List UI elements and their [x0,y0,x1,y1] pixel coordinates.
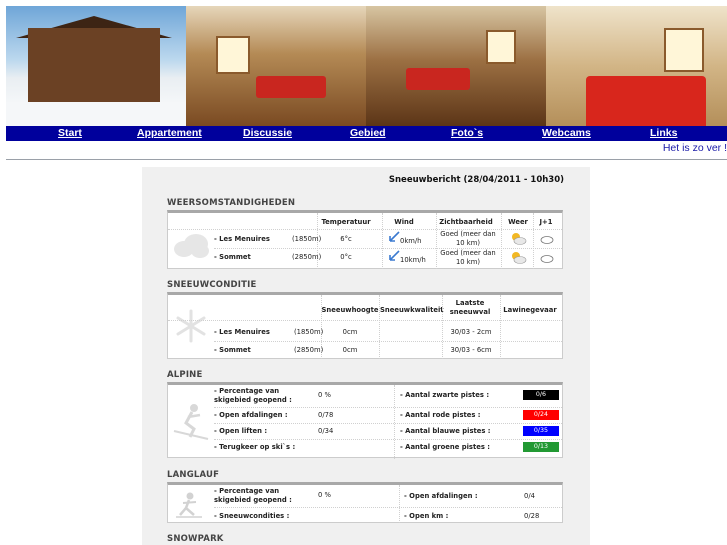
alpine-open-runs-label: - Open afdalingen : [214,411,288,419]
snow-row1-alt: (1850m) [294,328,324,336]
row-line [214,248,562,249]
window-shape [664,28,704,72]
weather-row1-wind: 0km/h [400,237,422,245]
nav-discussie[interactable]: Discussie [243,127,293,139]
nav-appartement[interactable]: Appartement [137,127,202,139]
snowpark-section-title: SNOWPARK [167,534,224,544]
snow-row2-last: 30/03 - 6cm [450,346,492,354]
alpine-red-badge: 0/24 [523,410,559,420]
nav-start[interactable]: Start [58,127,82,139]
living-room-photo [186,6,366,126]
window-shape [486,30,516,64]
alpine-open-percentage-value: 0 % [318,391,331,399]
alpine-red-label: - Aantal rode pistes : [400,411,481,419]
alpine-open-lifts-value: 0/34 [318,427,334,435]
cross-country-skier-icon [174,491,204,519]
bed-shape [586,76,706,126]
weather-row2-alt: (2850m) [292,253,322,261]
wind-arrow-icon [388,231,400,243]
weather-row1-alt: (1850m) [292,235,322,243]
header-line [168,320,562,321]
nav-links[interactable]: Links [650,127,678,139]
report-title: Sneeuwbericht (28/04/2011 - 10h30) [388,175,564,185]
skier-icon [172,401,210,441]
langlauf-table [167,482,563,523]
chalet-building [28,28,160,106]
langlauf-open-km-label: - Open km : [404,512,449,520]
col-divider [394,385,395,459]
alpine-ski-return-label: - Terugkeer op ski`s : [214,443,296,451]
langlauf-open-percentage-value: 0 % [318,491,331,499]
alpine-section-title: ALPINE [167,370,203,380]
nav-gebied[interactable]: Gebied [350,127,386,139]
row-line [214,407,562,408]
row-line [214,439,562,440]
header-avalanche: Lawinegevaar [503,306,557,314]
alpine-open-percentage-label: - Percentage van skigebied geopend : [214,387,292,404]
header-forecast: J+1 [539,218,553,226]
weather-row1-visibility: Goed (meer dan 10 km) [440,230,496,247]
snow-row2-name: - Sommet [214,346,251,354]
weather-row1-name: - Les Menuires [214,235,270,243]
weather-row2-temp: 0°c [340,253,352,261]
sofa-shape [406,68,470,90]
window-shape [216,36,250,74]
alpine-blue-badge: 0/35 [523,426,559,436]
header-visibility: Zichtbaarheid [439,218,493,226]
snow-report-panel [142,167,590,545]
sun-cloud-icon [509,250,527,264]
alpine-black-badge: 0/6 [523,390,559,400]
langlauf-snow-conditions-label: - Sneeuwcondities : [214,512,290,520]
snow-table [167,292,563,359]
snowflake-icon [174,309,208,343]
header-snow-height: Sneeuwhoogte [321,306,379,314]
weather-section-title: WEERSOMSTANDIGHEDEN [167,198,296,208]
alpine-black-label: - Aantal zwarte pistes : [400,391,490,399]
alpine-green-badge: 0/13 [523,442,559,452]
weather-row2-wind: 10km/h [400,256,426,264]
header-line [168,229,562,230]
col-divider [379,295,380,359]
snow-row2-alt: (2850m) [294,346,324,354]
divider [6,159,727,160]
weather-row2-name: - Sommet [214,253,251,261]
col-divider [501,213,502,269]
snow-section-title: SNEEUWCONDITIE [167,280,257,290]
alpine-green-label: - Aantal groene pistes : [400,443,490,451]
col-divider [500,295,501,359]
header-weather: Weer [508,218,528,226]
alpine-open-runs-value: 0/78 [318,411,334,419]
langlauf-open-runs-label: - Open afdalingen : [404,492,478,500]
lounge-photo [366,6,546,126]
wind-arrow-icon [388,250,400,262]
cloud-forecast-icon [540,234,554,244]
col-divider [399,485,400,523]
langlauf-open-percentage-label: - Percentage van skigebied geopend : [214,487,292,504]
row-line [214,341,562,342]
sofa-shape [256,76,326,98]
alpine-blue-label: - Aantal blauwe pistes : [400,427,491,435]
langlauf-section-title: LANGLAUF [167,470,220,480]
weather-row1-temp: 6°c [340,235,352,243]
snow-ground [6,102,186,126]
col-divider [533,213,534,269]
cloud-forecast-icon [540,253,554,263]
header-banner [6,6,727,126]
main-nav [6,126,727,141]
langlauf-open-runs-value: 0/4 [524,492,535,500]
alpine-open-lifts-label: - Open liften : [214,427,268,435]
nav-webcams[interactable]: Webcams [542,127,591,139]
snow-row1-last: 30/03 - 2cm [450,328,492,336]
nav-fotos[interactable]: Foto`s [451,127,484,139]
weather-row2-visibility: Goed (meer dan 10 km) [440,249,496,266]
alpine-table [167,382,563,458]
cloud-icon [172,231,210,259]
header-wind: Wind [394,218,414,226]
snow-row2-height: 0cm [342,346,358,354]
weather-table [167,210,563,269]
snow-row1-height: 0cm [342,328,358,336]
marquee-text: Het is zo ver ! [662,142,727,154]
snow-row1-name: - Les Menuires [214,328,270,336]
header-temperature: Temperatuur [321,218,371,226]
bedroom-photo [546,6,727,126]
chalet-exterior-photo [6,6,186,126]
col-divider [382,213,383,269]
langlauf-open-km-value: 0/28 [524,512,540,520]
row-line [214,507,562,508]
header-snow-quality: Sneeuwkwaliteit [380,306,444,314]
row-line [214,423,562,424]
header-last-snowfall: Laatste sneeuwval [449,299,491,316]
sun-cloud-icon [509,231,527,245]
